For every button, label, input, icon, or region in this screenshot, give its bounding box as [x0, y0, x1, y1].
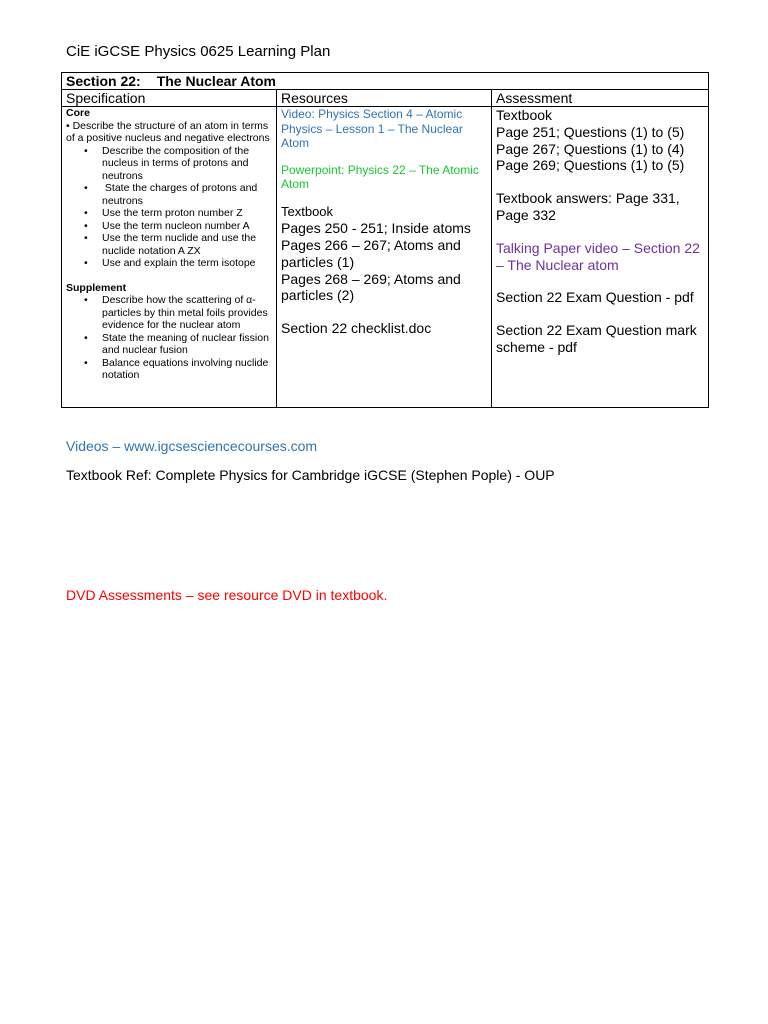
core-item: • Use and explain the term isotope [102, 257, 272, 270]
core-intro: • Describe the structure of an atom in terms of a positive nucleus and negative electrons [66, 119, 270, 144]
column-header-specification: Specification [62, 90, 277, 107]
supplement-item: • Describe how the scattering of α-particles by thin metal foils provides evidence for the nuclear atom [102, 294, 272, 332]
question-item: Page 251; Questions (1) to (5) [496, 123, 685, 140]
supplement-list [66, 294, 272, 382]
mark-scheme: Section 22 Exam Question mark scheme - pdf [496, 322, 697, 355]
core-item: • Use the term proton number Z [102, 207, 272, 220]
core-item: • Describe the composition of the nucleus in terms of protons and neutrons [102, 145, 272, 183]
learning-plan-table [61, 72, 709, 408]
column-header-resources: Resources [277, 90, 492, 107]
dvd-assessments-note: DVD Assessments – see resource DVD in textbook. [66, 587, 388, 603]
core-heading: Core [66, 107, 90, 119]
textbook-reference: Textbook Ref: Complete Physics for Cambridge iGCSE (Stephen Pople) - OUP [66, 467, 555, 483]
column-header-row [62, 90, 709, 107]
specification-cell [62, 107, 277, 408]
assessment-cell [492, 107, 709, 408]
supplement-heading: Supplement [66, 281, 127, 294]
section-title-row [62, 73, 709, 90]
textbook-answers: Textbook answers: Page 331, Page 332 [496, 190, 680, 223]
supplement-item: • State the meaning of nuclear fission and nuclear fusion [102, 332, 272, 357]
core-list [66, 145, 272, 270]
core-item: • Use the term nuclide and use the nuclide notation A ZX [102, 232, 272, 257]
resources-cell [277, 107, 492, 408]
textbook-page: Pages 250 - 251; Inside atoms [281, 220, 471, 237]
section-label: Section 22: [66, 73, 141, 89]
checklist-resource: Section 22 checklist.doc [281, 320, 432, 337]
supplement-item: • Balance equations involving nuclide notation [102, 357, 272, 382]
column-header-assessment: Assessment [492, 90, 709, 107]
talking-paper-video: Talking Paper video – Section 22 – The Nuclear atom [496, 239, 700, 273]
exam-question: Section 22 Exam Question - pdf [496, 289, 694, 306]
core-item: • Use the term nucleon number A [102, 220, 272, 233]
core-item: • State the charges of protons and neutrons [102, 182, 272, 207]
assessment-textbook-heading: Textbook [496, 107, 553, 123]
textbook-page: Pages 268 – 269; Atoms and particles (2) [281, 270, 461, 304]
content-row [62, 107, 709, 408]
videos-link[interactable]: Videos – www.igcsesciencecourses.com [66, 438, 318, 454]
question-item: Page 269; Questions (1) to (5) [496, 157, 685, 174]
page-title: CiE iGCSE Physics 0625 Learning Plan [66, 43, 331, 60]
powerpoint-resource: Powerpoint: Physics 22 – The Atomic Atom [281, 162, 479, 191]
section-name: The Nuclear Atom [156, 73, 276, 89]
question-item: Page 267; Questions (1) to (4) [496, 140, 685, 157]
textbook-page: Pages 266 – 267; Atoms and particles (1) [281, 237, 461, 270]
section-title [62, 73, 709, 90]
textbook-heading: Textbook [281, 203, 334, 219]
video-resource: Video: Physics Section 4 – Atomic Physics – Lesson 1 – The Nuclear Atom [281, 107, 463, 150]
